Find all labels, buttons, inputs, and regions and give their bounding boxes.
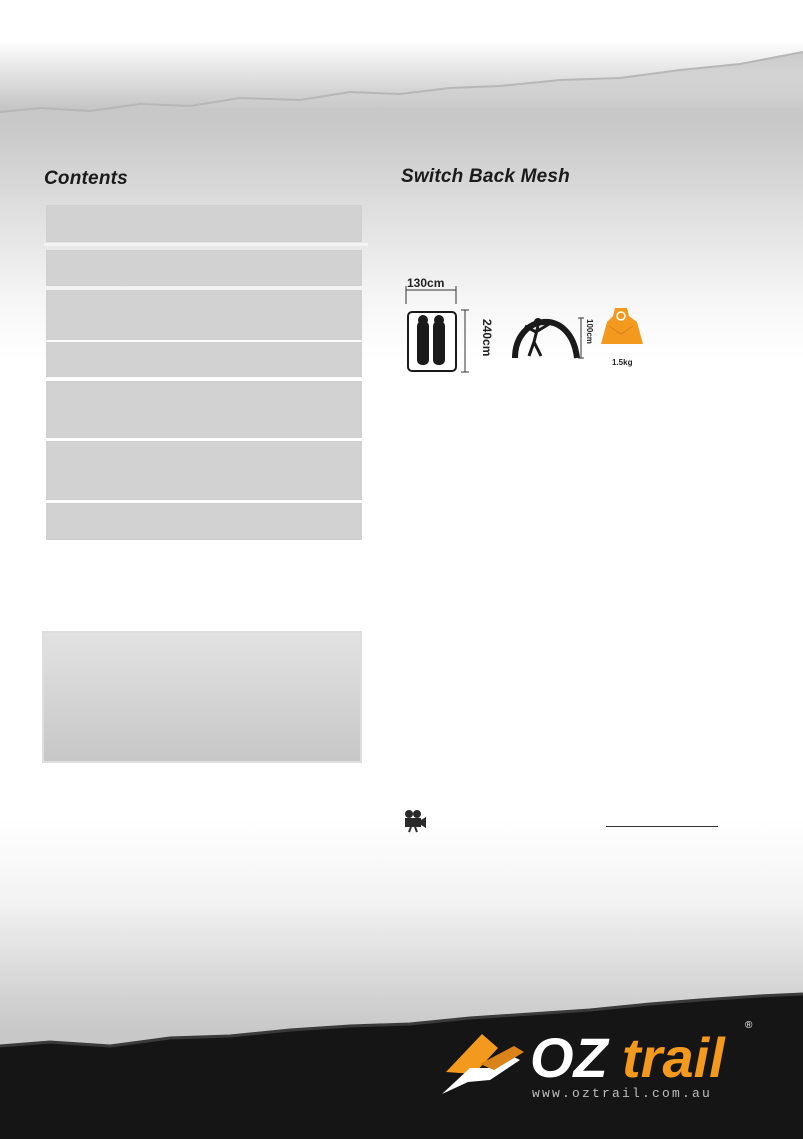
brand-name-trail: trail	[622, 1026, 725, 1089]
length-label: 240cm	[480, 319, 494, 357]
width-label: 130cm	[407, 276, 445, 290]
product-title: Switch Back Mesh	[401, 166, 570, 187]
oztrail-logo-mark	[440, 1020, 530, 1100]
height-label: 100cm	[585, 319, 594, 344]
brand-url[interactable]: www.oztrail.com.au	[532, 1086, 713, 1101]
weight-label: 1.5kg	[612, 358, 633, 367]
brand-name-oz: OZ	[530, 1026, 608, 1089]
registered-mark: ®	[745, 1020, 753, 1031]
contents-heading: Contents	[44, 168, 128, 189]
